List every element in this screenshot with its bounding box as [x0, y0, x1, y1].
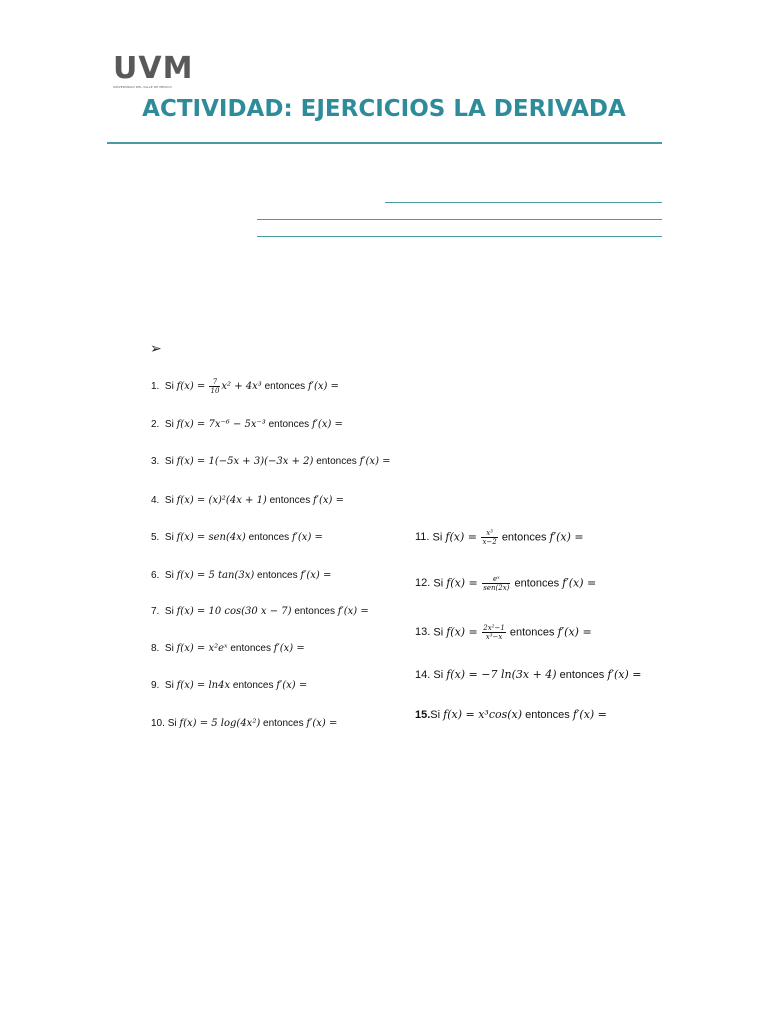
arrow-bullet-icon: ➢ [150, 341, 162, 357]
exercise-1: 1. Si f(x) = $\frac{7}{10}$ x² + 4x³ entonces f′(x) = [151, 378, 339, 395]
exercise-2: 2. Si f(x) = 7x⁻⁶ − 5x⁻³ entonces f′(x) = [151, 419, 343, 430]
exercise-7: 7. Si f(x) = 10 cos(30 x − 7) entonces f′(x) = [151, 606, 369, 617]
exercise-9: 9. Si f(x) = ln4x entonces f′(x) = [151, 680, 308, 691]
exercise-15: 15.Si f(x) = x³cos(x) entonces f′(x) = [415, 708, 607, 721]
title-underline [107, 142, 662, 144]
exercise-6: 6. Si f(x) = 5 tan(3x) entonces f′(x) = [151, 570, 332, 581]
blank-line-2 [257, 219, 662, 220]
exercise-13: 13. Si f(x) = $\frac{\text{2x²−1}}{\text{x³−x}}$ entonces f′(x) = [415, 624, 592, 641]
blank-line-3 [257, 236, 662, 237]
page-title: ACTIVIDAD: EJERCICIOS LA DERIVADA [142, 96, 626, 122]
exercise-12: 12. Si f(x) = $\frac{\text{eˣ}}{\text{sen(2x)}}$ entonces f′(x) = [415, 575, 597, 592]
exercise-8: 8. Si f(x) = x²eˣ entonces f′(x) = [151, 643, 305, 654]
logo-text: UVM [113, 51, 194, 86]
logo-subtitle: UNIVERSIDAD DEL VALLE DE MÉXICO [113, 85, 172, 89]
exercise-14: 14. Si f(x) = −7 ln(3x + 4) entonces f′(x) = [415, 668, 642, 681]
exercise-3: 3. Si f(x) = 1(−5x + 3)(−3x + 2) entonces f′(x) = [151, 456, 391, 467]
exercise-10: 10. Si f(x) = 5 log(4x²) entonces f′(x) = [151, 718, 338, 729]
exercise-11: 11. Si f(x) = $\frac{\text{x³}}{x-2}$ entonces f′(x) = [415, 529, 584, 546]
exercise-5: 5. Si f(x) = sen(4x) entonces f′(x) = [151, 532, 323, 543]
blank-line-1 [385, 202, 662, 203]
exercise-4: 4. Si f(x) = (x)²(4x + 1) entonces f′(x) = [151, 495, 344, 506]
uvm-logo [113, 51, 194, 89]
